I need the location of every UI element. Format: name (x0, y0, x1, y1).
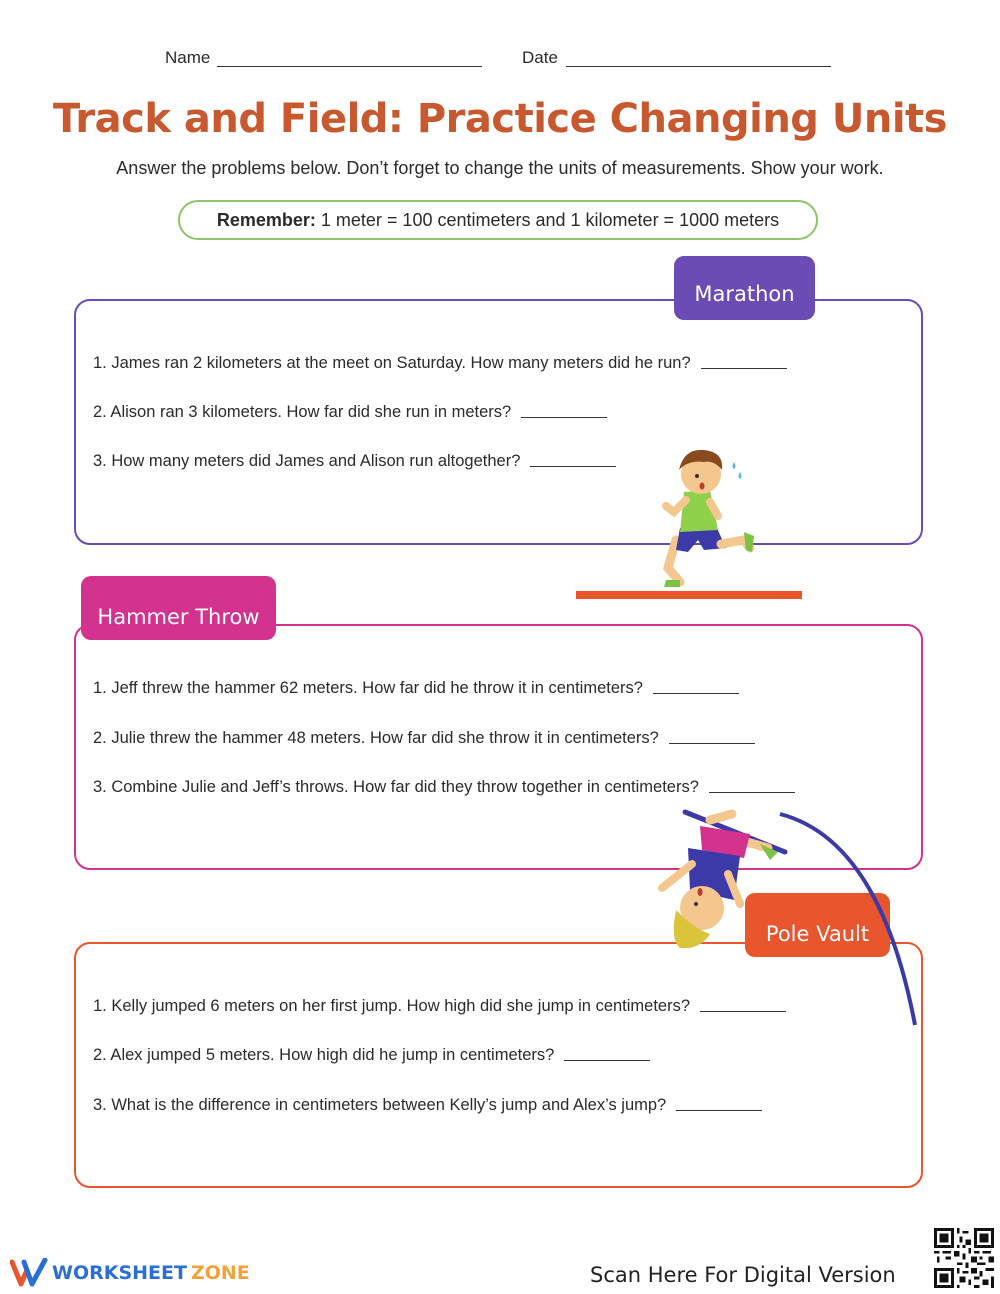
answer-blank[interactable] (669, 742, 755, 744)
hammer-tab: Hammer Throw (81, 576, 276, 640)
brand-word-2: ZONE (190, 1262, 250, 1284)
brand-logo[interactable] (10, 1258, 250, 1288)
page-title: Track and Field: Practice Changing Units (53, 96, 947, 142)
question-text: 2. Alex jumped 5 meters. How high did he jump in centimeters? (93, 1046, 555, 1064)
pole-vaulter-illustration (640, 800, 930, 1030)
answer-blank[interactable] (653, 692, 739, 694)
answer-blank[interactable] (564, 1059, 650, 1061)
remember-bold: Remember: (216, 210, 316, 230)
question-text: 2. Alison ran 3 kilometers. How far did she run in meters? (93, 403, 512, 421)
question-text: 1. Kelly jumped 6 meters on her first jump. How high did she jump in centimeters? (93, 997, 691, 1015)
polevault-tab: Pole Vault (745, 893, 890, 957)
remember-box (178, 200, 818, 240)
marathon-question-1 (93, 354, 787, 373)
name-label: Name (165, 48, 211, 67)
date-input-line[interactable] (566, 66, 831, 67)
scan-text: Scan Here For Digital Version (590, 1263, 896, 1287)
name-input-line[interactable] (217, 66, 482, 67)
answer-blank[interactable] (676, 1109, 762, 1111)
answer-blank[interactable] (701, 367, 787, 369)
answer-blank[interactable] (521, 416, 607, 418)
remember-text: 1 meter = 100 centimeters and 1 kilometer = 1000 meters (315, 210, 780, 230)
question-text: 3. How many meters did James and Alison run altogether? (93, 452, 521, 470)
question-text: 3. Combine Julie and Jeff’s throws. How far did they throw together in centimeters? (93, 778, 699, 796)
qr-code-icon[interactable] (934, 1228, 994, 1288)
marathon-question-2 (93, 403, 607, 422)
brand-word-1: WORKSHEET (52, 1262, 187, 1284)
instructions: Answer the problems below. Don’t forget to change the units of measurements. Show your work. (116, 158, 884, 178)
runner-illustration (576, 440, 802, 602)
hammer-question-2 (93, 729, 755, 748)
hammer-question-1 (93, 679, 739, 698)
pole-arc (780, 814, 915, 1025)
question-text: 1. Jeff threw the hammer 62 meters. How far did he throw it in centimeters? (93, 679, 643, 697)
answer-blank[interactable] (709, 791, 795, 793)
polevault-question-3 (93, 1096, 762, 1115)
question-text: 3. What is the difference in centimeters between Kelly’s jump and Alex’s jump? (93, 1096, 667, 1114)
worksheetzone-logo-icon (10, 1258, 48, 1288)
track-line (576, 591, 802, 599)
marathon-tab: Marathon (674, 256, 815, 320)
marathon-question-3 (93, 452, 616, 471)
question-text: 2. Julie threw the hammer 48 meters. How far did she throw it in centimeters? (93, 729, 659, 747)
date-label: Date (522, 48, 558, 67)
hammer-question-3 (93, 778, 795, 797)
question-text: 1. James ran 2 kilometers at the meet on Saturday. How many meters did he run? (93, 354, 691, 372)
polevault-question-2 (93, 1046, 650, 1065)
